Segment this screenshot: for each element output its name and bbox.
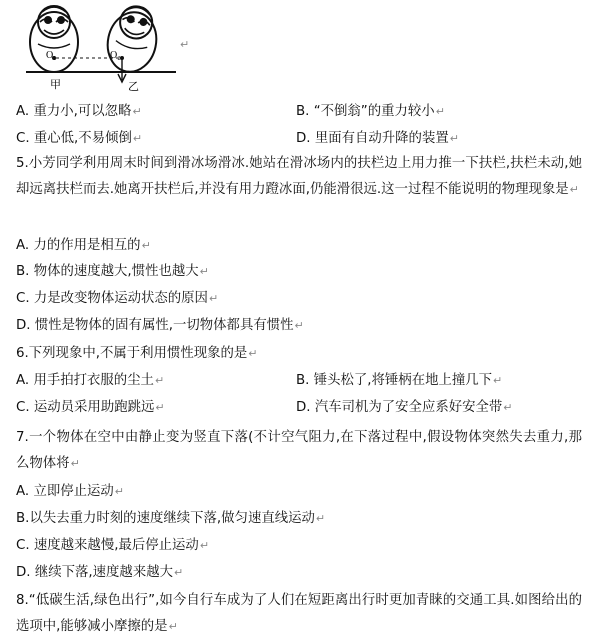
q8-stem: 8.“低碳生活,绿色出行”,如今自行车成为了人们在短距离出行时更加青睐的交通工具.如图给出的选项中,能够减小摩擦的是↵ bbox=[16, 593, 582, 634]
q7-option-d: D. 继续下落,速度越来越大↵ bbox=[16, 565, 184, 580]
q7-stem: 7.一个物体在空中由静止变为竖直下落(不计空气阻力,在下落过程中,假设物体突然失去重力,那么物体将↵ bbox=[16, 430, 582, 471]
q6-option-d: D. 汽车司机为了安全应系好安全带↵ bbox=[296, 400, 513, 415]
q5-option-c: C. 力是改变物体运动状态的原因↵ bbox=[16, 291, 219, 306]
return-mark: ↵ bbox=[180, 38, 190, 51]
q4-option-b: B. “不倒翁”的重力较小↵ bbox=[296, 104, 445, 119]
label-o2: O₂ bbox=[110, 50, 121, 61]
tumbler-diagram bbox=[26, 0, 176, 92]
q4-option-a: A. 重力小,可以忽略↵ bbox=[16, 104, 142, 119]
q6-stem: 6.下列现象中,不属于利用惯性现象的是↵ bbox=[16, 346, 258, 361]
q7-option-a: A. 立即停止运动↵ bbox=[16, 484, 124, 499]
q4-option-c: C. 重心低,不易倾倒↵ bbox=[16, 131, 143, 146]
q6-option-a: A. 用手拍打衣服的尘土↵ bbox=[16, 373, 165, 388]
tumbler-right bbox=[102, 2, 163, 77]
q6-option-c: C. 运动员采用助跑跳远↵ bbox=[16, 400, 165, 415]
q7-option-c: C. 速度越来越慢,最后停止运动↵ bbox=[16, 538, 210, 553]
label-yi: 乙 bbox=[128, 80, 139, 92]
q4-option-d: D. 里面有自动升降的装置↵ bbox=[296, 131, 459, 146]
label-o1: O₁ bbox=[46, 50, 57, 61]
q5-stem: 5.小芳同学利用周末时间到滑冰场滑冰.她站在滑冰场内的扶栏边上用力推一下扶栏,扶栏未动,她却远离扶栏而去.她离开扶栏后,并没有用力蹬冰面,仍能滑很远.这一过程不能说明的物理现象是↵ bbox=[16, 156, 582, 197]
q5-option-b: B. 物体的速度越大,惯性也越大↵ bbox=[16, 264, 209, 279]
q7-option-b: B.以失去重力时刻的速度继续下落,做匀速直线运动↵ bbox=[16, 511, 326, 526]
tumbler-figure bbox=[26, 0, 176, 92]
q5-option-d: D. 惯性是物体的固有属性,一切物体都具有惯性↵ bbox=[16, 318, 304, 333]
tumbler-left bbox=[30, 6, 78, 72]
q6-option-b: B. 锤头松了,将锤柄在地上撞几下↵ bbox=[296, 373, 503, 388]
label-jia: 甲 bbox=[50, 78, 61, 91]
q5-option-a: A. 力的作用是相互的↵ bbox=[16, 238, 151, 253]
